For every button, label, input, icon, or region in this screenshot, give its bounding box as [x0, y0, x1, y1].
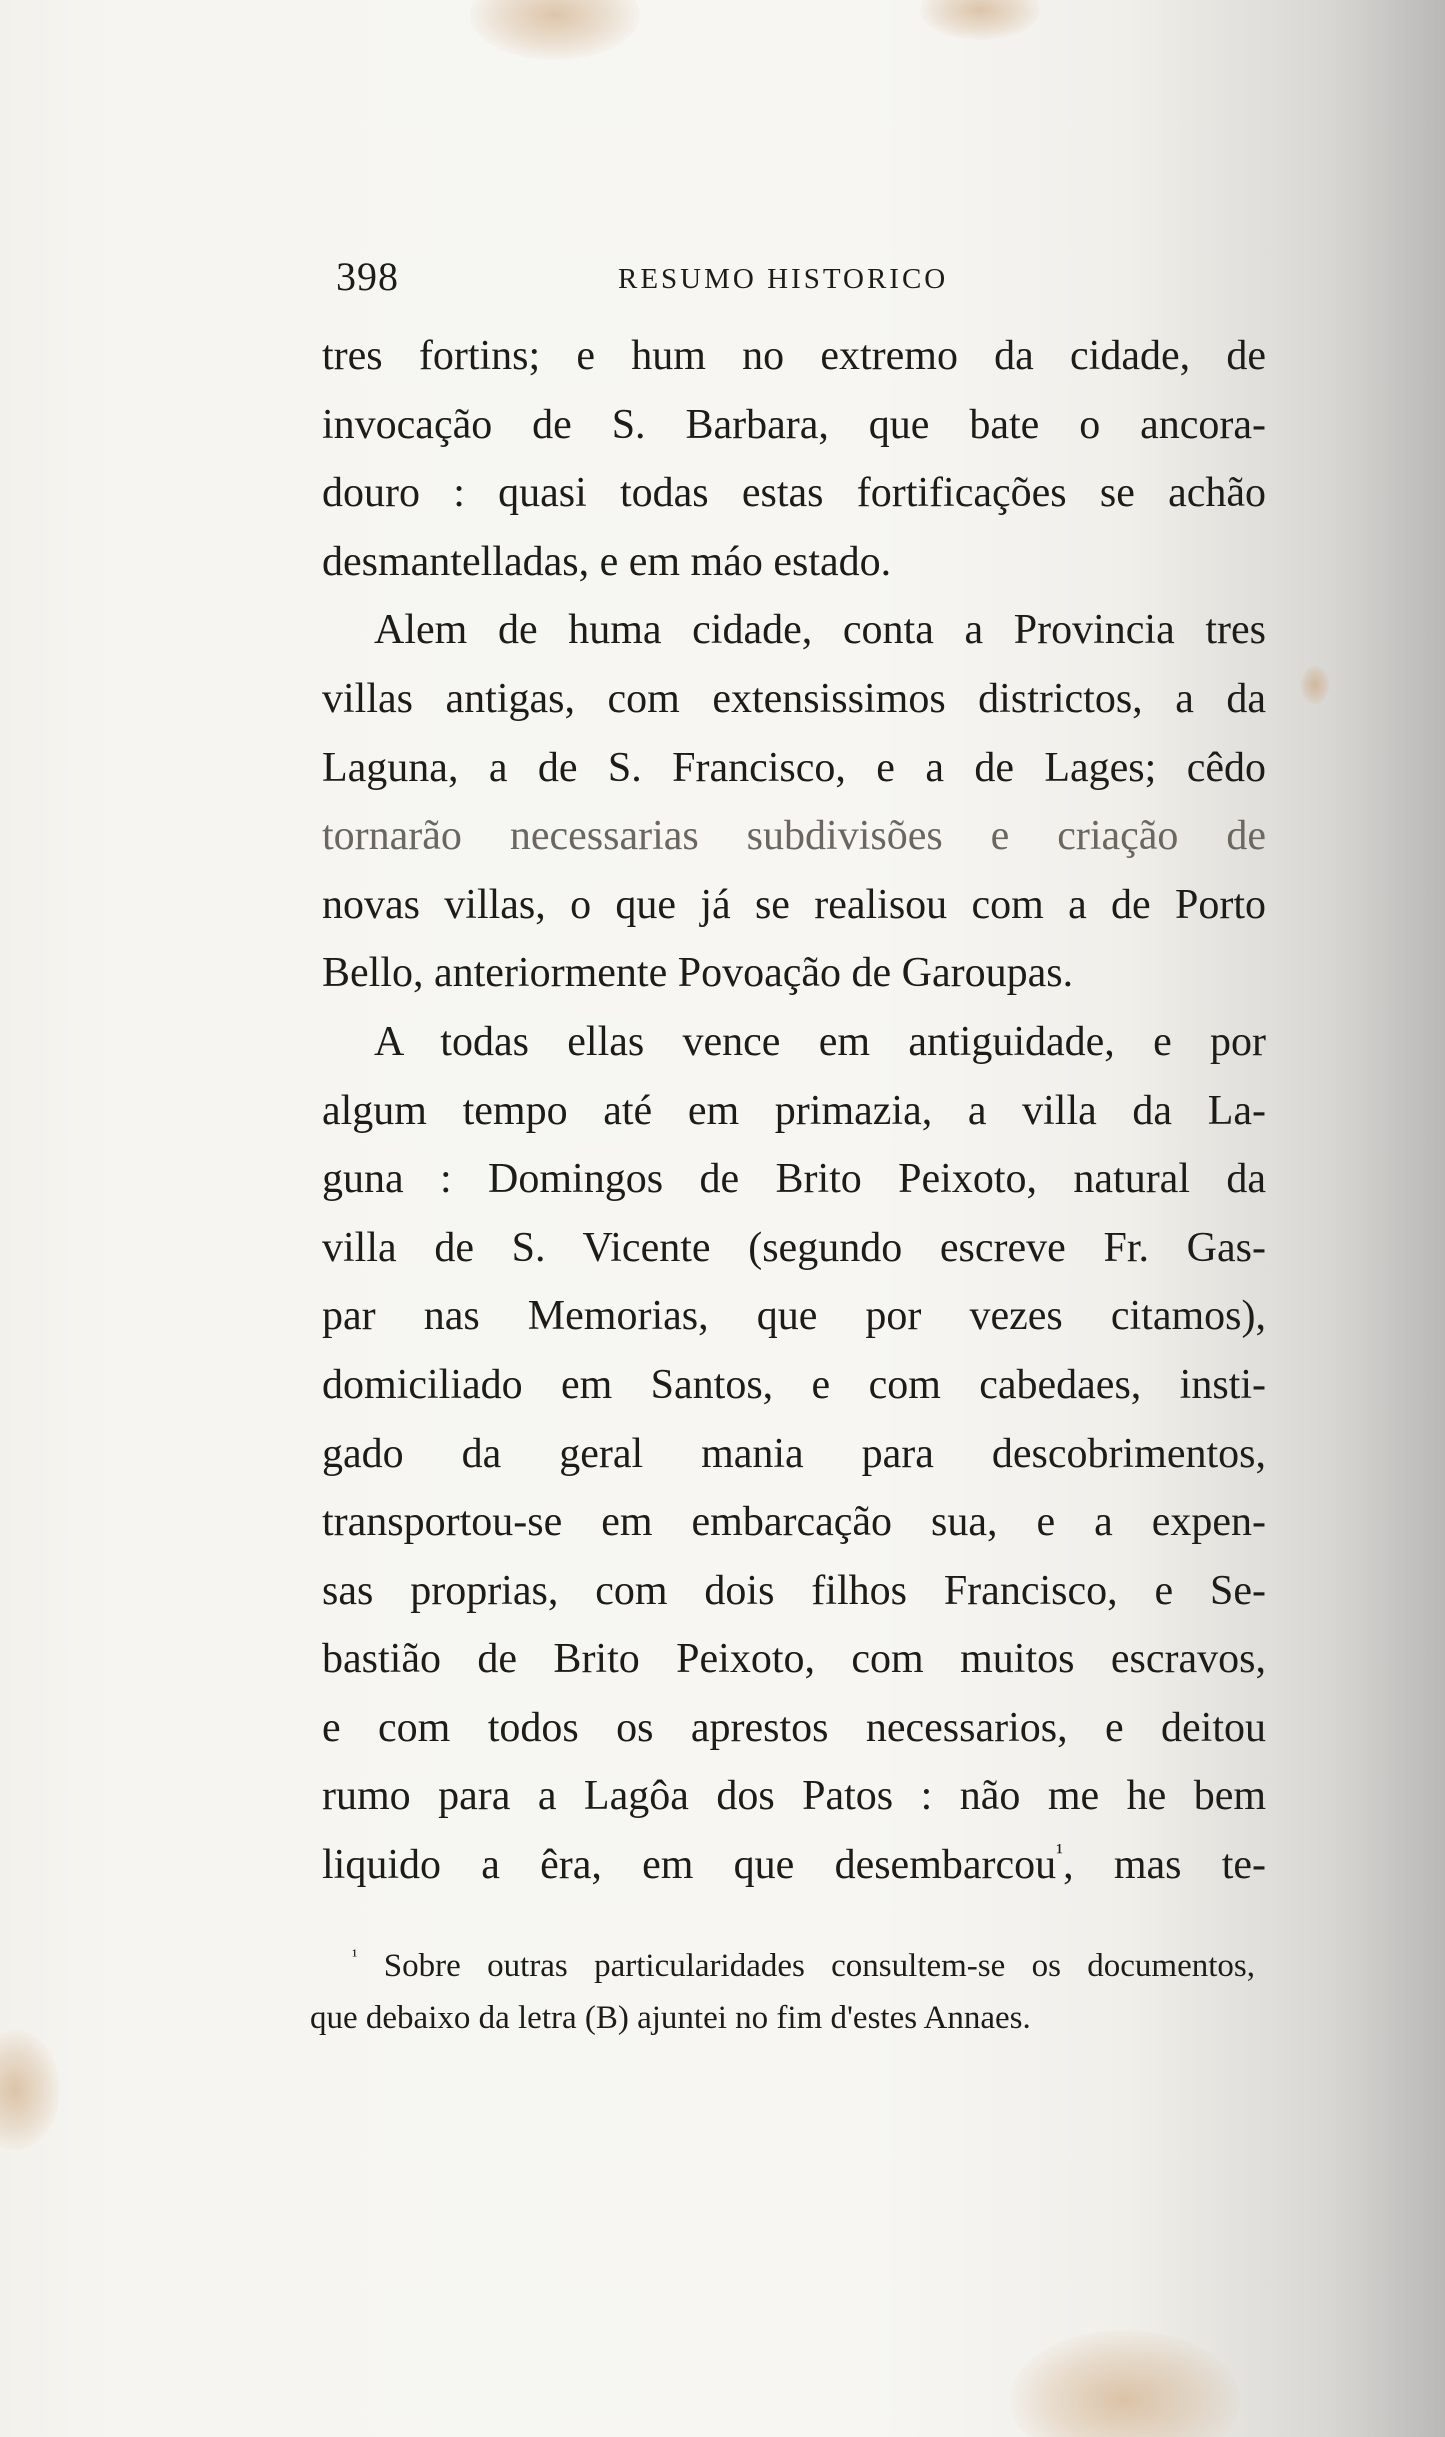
text-line: A todas ellas vence em antiguidade, e por: [374, 1018, 1266, 1065]
text-line: transportou-se em embarcação sua, e a expen-: [322, 1499, 1266, 1546]
text-line: desmantelladas, e em máo estado.: [322, 538, 892, 585]
footnote-line: que debaixo da letra (B) ajuntei no fim d'estes Annaes.: [310, 2000, 1031, 2036]
text-line: bastião de Brito Peixoto, com muitos escravos,: [322, 1636, 1266, 1683]
text-line: tornarão necessarias subdivisões e criação de: [322, 813, 1266, 860]
footnote-marker: ¹: [352, 1945, 358, 1966]
text-line: algum tempo até em primazia, a villa da La-: [322, 1087, 1266, 1134]
page-number: 398: [336, 254, 399, 299]
paper-stain: [920, 0, 1040, 40]
text-line: Alem de huma cidade, conta a Provincia tres: [374, 607, 1266, 654]
paper-stain: [0, 2030, 60, 2150]
text-line: villas antigas, com extensissimos districtos, a da: [322, 675, 1266, 722]
footnote-text: Sobre outras particularidades consultem-se os documentos,: [383, 1948, 1256, 1984]
text-fragment: , mas te-: [1063, 1842, 1267, 1889]
running-title: RESUMO HISTORICO: [618, 263, 949, 295]
text-line: Bello, anteriormente Povoação de Garoupas.: [322, 950, 1074, 997]
text-line: par nas Memorias, que por vezes citamos),: [322, 1293, 1266, 1340]
text-line: sas proprias, com dois filhos Francisco, e Se-: [322, 1567, 1266, 1614]
text-line: guna : Domingos de Brito Peixoto, natural da: [322, 1156, 1266, 1203]
running-head: [336, 252, 1036, 302]
text-line: gado da geral mania para descobrimentos,: [322, 1430, 1266, 1477]
text-line: douro : quasi todas estas fortificações se achão: [322, 470, 1266, 517]
footnote: [310, 1940, 1255, 2044]
text-line-with-note: [322, 1831, 1266, 1900]
text-line: domiciliado em Santos, e com cabedaes, insti-: [322, 1361, 1266, 1408]
text-line: Laguna, a de S. Francisco, e a de Lages; cêdo: [322, 744, 1266, 791]
text-line: invocação de S. Barbara, que bate o ancora-: [322, 401, 1266, 448]
footnote-reference[interactable]: ¹: [1056, 1838, 1064, 1865]
footnote-line: [310, 1940, 1255, 1992]
text-line: villa de S. Vicente (segundo escreve Fr. Gas-: [322, 1224, 1266, 1271]
text-fragment: liquido a êra, em que desembarcou: [322, 1842, 1057, 1889]
paper-stain: [470, 0, 640, 60]
text-line: novas villas, o que já se realisou com a de Porto: [322, 881, 1266, 928]
text-line: rumo para a Lagôa dos Patos : não me he bem: [322, 1773, 1266, 1820]
text-line: tres fortins; e hum no extremo da cidade, de: [322, 333, 1266, 379]
text-line: e com todos os aprestos necessarios, e deitou: [322, 1704, 1266, 1751]
body-text: [322, 322, 1266, 1900]
paper-stain: [1010, 2330, 1240, 2437]
paper-stain: [1300, 665, 1330, 705]
